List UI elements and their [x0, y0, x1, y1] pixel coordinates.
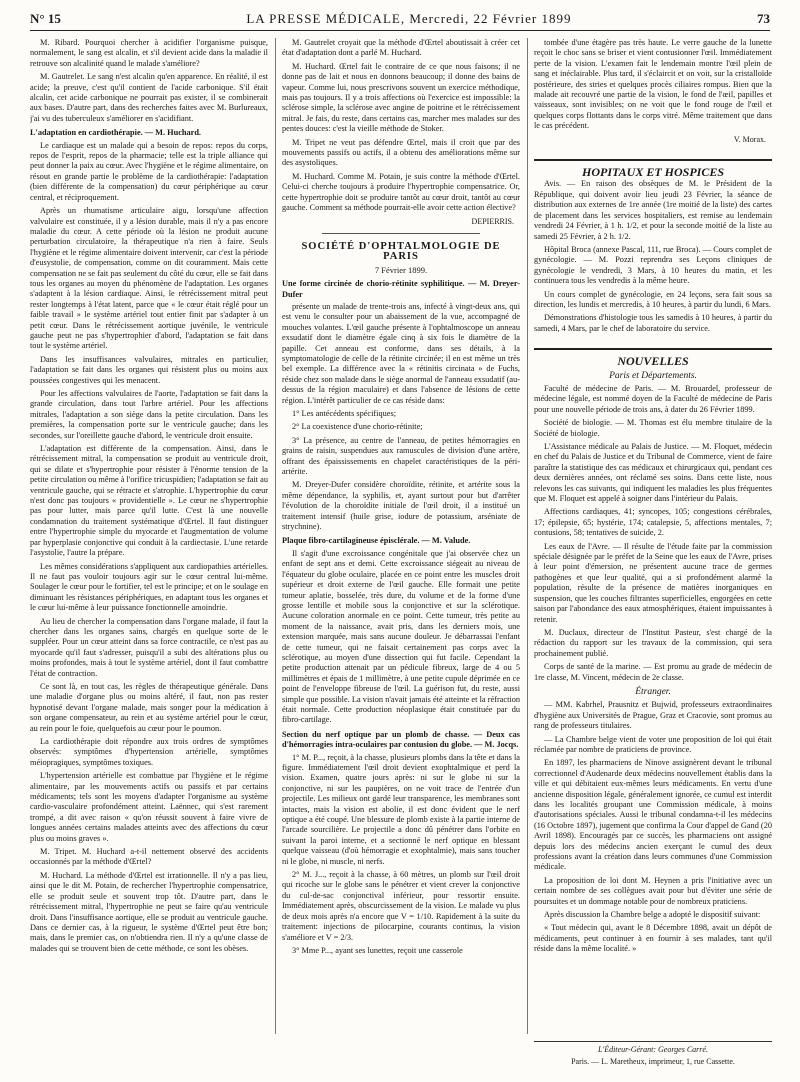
subsection-heading: Étranger. [635, 686, 671, 697]
paragraph: La cardiothérapie doit répondre aux trois ordres de symptômes observés: symptômes d'hypertension artérielle, symptômes méiopragiques, symptômes toxiques. [30, 737, 268, 767]
paragraph: M. Ribard. Pourquoi chercher à acidifier l'organisme puisque, normalement, le sang est alcalin, et s'il devient acide dans la maladie il retrouve son alcalinité quand le malade s'améliore? [30, 38, 268, 68]
column-middle [282, 38, 520, 1034]
paragraph: M. Duclaux, directeur de l'Institut Pasteur, s'est chargé de la rédaction du rapport sur les travaux de la commission, qui sera prochainement publié. [534, 627, 772, 658]
paragraph: Société de biologie. — M. Thomas est élu membre titulaire de la Société de biologie. [534, 418, 772, 438]
paragraph: M. Tripet. M. Huchard a-t-il nettement observé des accidents occasionnés par la méthode d'Œrtel? [30, 847, 268, 867]
paragraph: En 1897, les pharmaciens de Ninove assignèrent devant le tribunal correctionnel d'Audenarde deux médecins nouvellement établis dans la ville et qui débitaient eux-mêmes leurs médicaments. En vertu d'une ancienne disposition légale, généralement ignorée, ce cumul est interdit dans les localités groupant une Commission médicale, à moins d'autorisations spéciales. Aussi le tribunal condamna-t-il les médecins (16 Octobre 1897), jugement que confirma la Cour d'appel de Gand (20 Avril 1898). Encouragés par ce succès, les pharmaciens ont assigné depuis lors des médecins ancien exerçant le cumul des deux professions avant la création dans leurs communes d'une Commission médicale. [534, 758, 772, 872]
paragraph: Après discussion la Chambre belge a adopté le dispositif suivant: [544, 910, 761, 920]
paragraph: Les eaux de l'Avre. — Il résulte de l'étude faite par la commission spéciale désignée par le préfet de la Seine que les eaux de l'Avre, prises à leur point d'émersion, ne présentent aucune trace de germes pathogènes et que leur qualité, qui a si profondément alarmé la population, résulte de la présence de matières inorganiques en suspension, que les couches filtrantes superficielles, engorgées en cette saison par l'abondance des eaux atmosphériques, étaient impuissantes à retenir. [534, 541, 772, 624]
article-heading: Une forme circinée de chorio-rétinite syphilitique. — M. Dreyer-Dufer [282, 279, 520, 299]
issue-number: N° 15 [30, 11, 61, 26]
column-left [30, 38, 268, 1034]
paragraph: 1° M. P..., reçoit, à la chasse, plusieurs plombs dans la tête et dans la figure. Immédiatement l'œil droit devient exophtalmique et perd la vision. Examen, quatre jours après: ni sur le globe ni sur la conjonctive, ni sur les paupières, on ne voit trace de l'entrée d'un projectile. Les milieux ont gardé leur transparence, les membranes sont intactes, mais la vision est abolie, il est donc évident que le nerf optique a été coupé. Une blessure de plomb existe à la partie interne de l'arcade sourcilière. Le projectile a donc dû pénétrer dans l'orbite en suivant la paroi interne, et a sectionné le nerf optique en blessant quelque vaisseau (d'où hémorragie et exophtalmie), mais sans toucher ni le globe, ni muscle, ni nerfs. [282, 752, 520, 866]
page-header [30, 8, 770, 31]
page-number: 73 [756, 11, 770, 26]
paragraph: M. Huchard. Œrtel fait le contraire de ce que nous faisons; il ne donne pas de lait et nous en donnons beaucoup; il donne des bains de vapeur. Comme lui, nous prescrivons souvent un exercice méthodique, mais pas toujours. Il y a trois affections où l'exercice est impossible: la sclérose simple, la sclérose avec angine de poitrine et le rétrécissement mitral. Je fais, du reste, dans certains cas, marcher mes malades sur des pentes douces: c'est la vieille méthode de Stoker. [282, 61, 520, 134]
paragraph: Les mêmes considérations s'appliquent aux cardiopathies artérielles. Il ne faut pas vouloir toujours agir sur le cœur central lui-même. Soulager le cœur pour le fortifier, tel est le principe; et on le soulage en diminuant les résistances périphériques, en adaptant tous les organes et le cœur lui-même à leur puissance fonctionnelle amoindrie. [30, 561, 268, 613]
column-divider [527, 38, 528, 1034]
publisher-line: L'Éditeur-Gérant: Georges Carré. [534, 1041, 772, 1054]
paragraph: Démonstrations d'histologie tous les samedis à 10 heures, à partir du samedi, 4 Mars, par le chef de laboratoire du service. [534, 313, 772, 333]
paragraph: La proposition de loi dont M. Heynen a pris l'initiative avec un certain nombre de ses collègues avait pour but d'éviter une série de poursuites et un dommage notable pour de nombreux praticiens. [534, 875, 772, 906]
list-item: 3° La présence, au centre de l'anneau, de petites hémorragies en grains de raisin, suspendues aux ramuscules de division d'une artère, offrant des épaississements en chapelet caractéristiques de la péri-artérite. [282, 435, 520, 477]
paragraph: M. Huchard. Comme M. Potain, je suis contre la méthode d'Œrtel. Celui-ci cherche toujours à produire l'hypertrophie compensatrice. Or, cette hypertrophie doit se produire tantôt au cœur droit, tantôt au cœur gauche. Comment sa méthode pourrait-elle avoir cette action élective? [282, 171, 520, 213]
paragraph: Au lieu de chercher la compensation dans l'organe malade, il faut la chercher dans les organes sains, chargés en quelque sorte de le suppléer. Pour un cœur atteint dans sa force contractile, ce n'est pas au myocarde qu'il faut s'adresser, puisqu'il a subi des altérations plus ou moins profondes, mais à tout le système artériel, dont il faut combattre l'état de contraction. [30, 616, 268, 678]
paragraph: L'hypertension artérielle est combattue par l'hygiène et le régime alimentaire, par les mouvements actifs ou passifs et par certains médicaments; tels sont les moyens d'adapter l'organisme au système cardio-vasculaire profondément atteint. Laënnec, qui s'est rarement trompé, a dit avec raison « qu'on réussit souvent à faire vivre de longues années certains malades atteints avec des affections du cœur plus ou moins graves ». [30, 771, 268, 843]
article-heading: Plaque fibro-cartilagineuse épisclérale. — M. Valude. [282, 536, 471, 546]
page-footer [534, 1041, 772, 1066]
article-heading: Section du nerf optique par un plomb de chasse. — Deux cas d'hémorragies intra-oculaires par contusion du globe. — M. Jocqs. [282, 729, 520, 750]
section-heading-news: NOUVELLES [534, 348, 772, 366]
list-item: 1° Les antécédents spécifiques; [292, 409, 396, 418]
paragraph: Après un rhumatisme articulaire aigu, lorsqu'une affection valvulaire est constituée, il y a lésion durable, mais il n'y a pas encore maladie du cœur. A cette période où la lésion ne produit aucune perturbation circulatoire, la thérapeutique n'a rien à faire. Seuls l'hygiène et le régime alimentaire doivent intervenir, car c'est la période d'eusystolie, de compensation, comme on dit couramment. Mais cette compensation ne se fait pas seulement du côté du cœur, elle se fait dans tous les organes au moyen du phénomène de l'adaptation. Les organes s'adaptent à la lésion cardiaque. Ainsi, le rétrécissement mitral peut rester longtemps à l'état latent, parce que « le cœur était réglé pour un faible travail » le système artériel tout entier finit par s'adapter à un petit cœur. Dans le rétrécissement aortique juvénile, le ventricule gauche peut ne pas s'hypertrophier d'abord, l'adaptation se fait dans tout le système artériel. [30, 206, 268, 351]
separator-rule [322, 233, 480, 234]
paragraph: L'Assistance médicale au Palais de Justice. — M. Floquet, médecin en chef du Palais de Justice et du Tribunal de Commerce, vient de faire paraître la statistique des cas médicaux et chirurgicaux qui, pendant ces deux dernières années, ont réclamé ses soins. Dans cette liste, nous relevons les cas suivants, qui indiquent les maladies les plus fréquentes que M. Floquet est appelé à soigner dans l'intérieur du Palais. [534, 442, 772, 504]
author-signature: V. Morax. [733, 134, 766, 144]
paragraph: Corps de santé de la marine. — Est promu au grade de médecin de 1re classe, M. Vincent, médecin de 2e classe. [534, 662, 772, 682]
paragraph: Le cardiaque est un malade qui a besoin de repos: repos du corps, repos de l'esprit, repos de la pharmacie; telle est la triple alliance qui peut donner la paix au cœur. Avec l'hygiène et le régime alimentaire, on résout en grande partie le problème de la cardiothérapie: l'adaptation (bien différente de la compensation) du cœur périphérique au cœur central, et réciproquement. [30, 140, 268, 202]
subsection-heading: Paris et Départements. [609, 370, 697, 381]
paragraph: Avis. — En raison des obsèques de M. le Président de la République, qui doivent avoir lieu jeudi 23 Février, la séance de distribution aux externes de 1re année (1re moitié de la liste) des cartes de placement dans les services hospitaliers, est remise au lendemain vendredi 24 Février, à 1 h. 1/2, et pour la seconde moitié de la liste au samedi 25 Février, à 2 h. 1/2. [534, 179, 772, 241]
paragraph: L'adaptation est différente de la compensation. Ainsi, dans le rétrécissement mitral, la compensation se produit au ventricule droit, qui se dilate et s'hypertrophie pour résister à l'énorme tension de la petite circulation ou même à l'orifice tricuspidien; l'adaptation se fait au ventricule gauche, qui se rétracte et s'atrophie. L'hypertrophie du cœur n'est donc pas toujours « providentielle ». Le cœur ne s'hypertrophie pas pour lutter, mais parce qu'il lutte. C'est là une nouvelle condamnation du traitement systématique d'Œrtel. Il faut distinguer entre l'hypertrophie simple du myocarde et l'augmentation de volume par hyperplasie conjonctive qui conduit à la cardiectasie. L'une retarde l'asystolie, l'autre la prépare. [30, 444, 268, 558]
paragraph: 3° Mme P..., ayant ses lunettes, reçoit une casserole [292, 945, 463, 955]
section-heading-hospitals: HOPITAUX ET HOSPICES [534, 159, 772, 177]
paragraph: Hôpital Broca (annexe Pascal, 111, rue Broca). — Cours complet de gynécologie. — M. Pozzi reprendra ses Leçons cliniques de gynécologie le vendredi, 3 Mars, à 10 heures du matin, et les continuera tous les vendredis à la même heure. [534, 244, 772, 286]
column-right [534, 38, 772, 1022]
column-divider [275, 38, 276, 1034]
paragraph: M. Dreyer-Dufer considère choroïdite, rétinite, et artérite sous la même dépendance, la syphilis, et, ayant surtout pour but d'arrêter l'évolution de la choroïdite initiale de l'œil droit, il a institué un traitement intensif (huile grise, iodure de potassium, arséniate de strychnine). [282, 480, 520, 532]
paragraph: M. Gautrelet croyait que la méthode d'Œrtel aboutissait à créer cet état d'adaptation dont a parlé M. Huchard. [282, 38, 520, 58]
paragraph: M. Huchard. La méthode d'Œrtel est irrationnelle. Il n'y a pas lieu, ainsi que le dit M. Potain, de rechercher l'hypertrophie compensatrice, elle se produit seule et souvent trop tôt. D'autre part, dans le rétrécissement mitral, l'hypertrophie ne peut se faire qu'au ventricule droit. Dans l'insuffisance aortique, elle se produit au ventricule gauche. Dans ce dernier cas, à la rigueur, le système d'Œrtel peut être bon; mais, dans le premier cas, on n'obtiendra rien. Il n'y a qu'une classe de malades qui se trouvent bien de cette méthode, ce sont les obèses. [30, 870, 268, 953]
journal-title: LA PRESSE MÉDICALE, Mercredi, 22 Février 1899 [246, 11, 572, 26]
paragraph: M. Gautrelet. Le sang n'est alcalin qu'en apparence. En réalité, il est acide; la preuve, c'est qu'il contient de l'acide carbonique. S'il était alcalin, cet acide carbonique ne pourrait pas exister, il se combinerait aux bases. D'autre part, dans des recherches faites avec M. Burlureaux, j'ai vu des tuberculeux s'améliorer en s'acidifiant. [30, 72, 268, 123]
author-signature: DEPIERRIS. [471, 216, 514, 226]
paragraph: présente un malade de trente-trois ans, infecté à vingt-deux ans, qui est venu le consulter pour un abaissement de la vue, accompagné de mouches volantes. L'œil gauche présente à l'ophtalmoscope un anneau exsudatif dont le diamètre égale cinq à six fois le diamètre de la papille. Cet anneau est conforme, dans ses détails, à la symptomatologie de celle de la rétinite circinée; il en est même un très bel exemple. La différence avec la « rétinitis circinata » de Fuchs, réside chez son malade dans le siège anormal de l'anneau exsudatif (au-dessus de la région maculaire) et dans l'absence de lésions de cette région. L'intérêt particulier de ce cas réside dans: [282, 301, 520, 405]
paragraph: — MM. Kabrhel, Prausnitz et Bujwid, professeurs extraordinaires d'hygiène aux Universités de Prague, Graz et Cracovie, sont promus au rang de professeurs titulaires. [534, 700, 772, 731]
paragraph: « Tout médecin qui, avant le 8 Décembre 1898, avait un dépôt de médicaments, peut continuer à en fournir à ses malades, tant qu'il réside dans la même localité. » [534, 923, 772, 954]
paragraph: 2° M. J..., reçoit à la chasse, à 60 mètres, un plomb sur l'œil droit qui ricoche sur le globe sans le pénétrer et vient crever la conjonctive du cul-de-sac conjonctival inférieur, pour ressortir ensuite. Immédiatement après, obscurcissement de la vision. Le malade vu plus de deux mois après n'a encore que V = 1/10. Rapidement à la suite du traitement: injections de pilocarpine, courants continus, la vision s'améliore et V = 2/3. [282, 870, 520, 942]
section-heading: SOCIÉTÉ D'OPHTALMOLOGIE DE PARIS [301, 240, 501, 263]
paragraph: Ce sont là, en tout cas, les règles de thérapeutique générale. Dans une maladie d'organe plus ou moins altéré, il faut, non pas rester hypnotisé devant l'organe malade, mais songer pour la médication à son organe compensateur, au rein et au système artériel pour le cœur, au rein pour le foie, quelquefois au cœur pour le poumon. [30, 681, 268, 733]
paragraph: Faculté de médecine de Paris. — M. Brouardel, professeur de médecine légale, est nommé doyen de la Faculté de médecine de Paris pour une nouvelle période de trois ans, à dater du 26 Février 1899. [534, 383, 772, 414]
section-date: 7 Février 1899. [374, 264, 428, 275]
paragraph: Il s'agit d'une excroissance congénitale que j'ai observée chez un enfant de sept ans et demi. Cette excroissance siégeait au niveau de l'équateur du globe oculaire, placée en ce point entre les muscles droit supérieur et droit externe de l'œil gauche. Elle formait une petite tumeur aplatie, bosselée, très dure, du volume et de la forme d'une grosse lentille et mobile sous la conjonctive et sur la sclérotique. Aucune coloration anormale en ce point. Cette tumeur, très petite au moment de la naissance, avait pris, dans les derniers mois, une extension marquée, mais sans aucune douleur. Je débarrassai l'enfant de cette tumeur, qui ne faisait certainement pas corps avec la sclérotique, au moyen d'une dissection qui fut facile. Cependant la petite production attenait par un pédicule fibreux, large de 4 ou 5 millimètres et épais de 1 millimètre, à une petite cupule déprimée en ce point de l'enveloppe fibreuse de l'œil. La guérison fut, du reste, aussi simple que possible. La vision n'avait jamais été atteinte et la réfraction était normale. Cette production néoplasique était constituée par du fibro-cartilage. [282, 548, 520, 725]
paragraph: Un cours complet de gynécologie, en 24 leçons, sera fait sous sa direction, les lundis et mercredis, à 10 heures, à partir du lundi, 6 Mars. [534, 289, 772, 309]
list-item: 2° La coexistence d'une chorio-rétinite; [292, 422, 423, 432]
paragraph: — La Chambre belge vient de voter une proposition de loi qui était réclamée par nombre de praticiens de province. [534, 734, 772, 754]
paragraph: tombée d'une étagère pas très haute. Le verre gauche de la lunette reçoit le choc sans se briser et vient contusionner l'œil. Immédiatement perte de la vision. L'examen fait le lendemain montre l'œil plein de sang et inéclairable. Plus tard, il s'éclaircit et on voit, sur la cristalloïde postérieure, des stries et quelques procès ciliaires rompus. Bien que la malade ait recouvré une partie de la vision, le fond de l'œil, papilles et vaisseaux, sont invisibles; on ne voit que le fond rouge de l'œil et quelques corps flottants dans le corps vitré. Même traitement que dans le cas précédent. [534, 38, 772, 131]
article-heading: L'adaptation en cardiothérapie. — M. Huchard. [30, 128, 202, 138]
paragraph: Pour les affections valvulaires de l'aorte, l'adaptation se fait dans la grande circulation, dans tout l'arbre artériel. Pour les affections mitrales, l'adaptation a son siège dans la petite circulation. Dans les premières, la compensation porte sur le ventricule gauche; dans les secondes, sur l'oreillette gauche d'abord, le ventricule droit ensuite. [30, 389, 268, 440]
paragraph: Affections cardiaques, 41; syncopes, 105; congestions cérébrales, 17; épilepsie, 65; hystérie, 174; catalepsie, 5, affections mentales, 7; contusions, 58; tentatives de suicide, 2. [534, 507, 772, 538]
paragraph: M. Tripet ne veut pas défendre Œrtel, mais il croit que par des mouvements passifs ou actifs, il a obtenu des améliorations même sur des asystoliques. [282, 137, 520, 168]
paragraph: Dans les insuffisances valvulaires, mitrales en particulier, l'adaptation se fait dans les organes qui résistent plus ou moins aux poussées congestives qui les menacent. [30, 354, 268, 385]
printer-line: Paris. — L. Maretheux, imprimeur, 1, rue Cassette. [571, 1057, 735, 1066]
